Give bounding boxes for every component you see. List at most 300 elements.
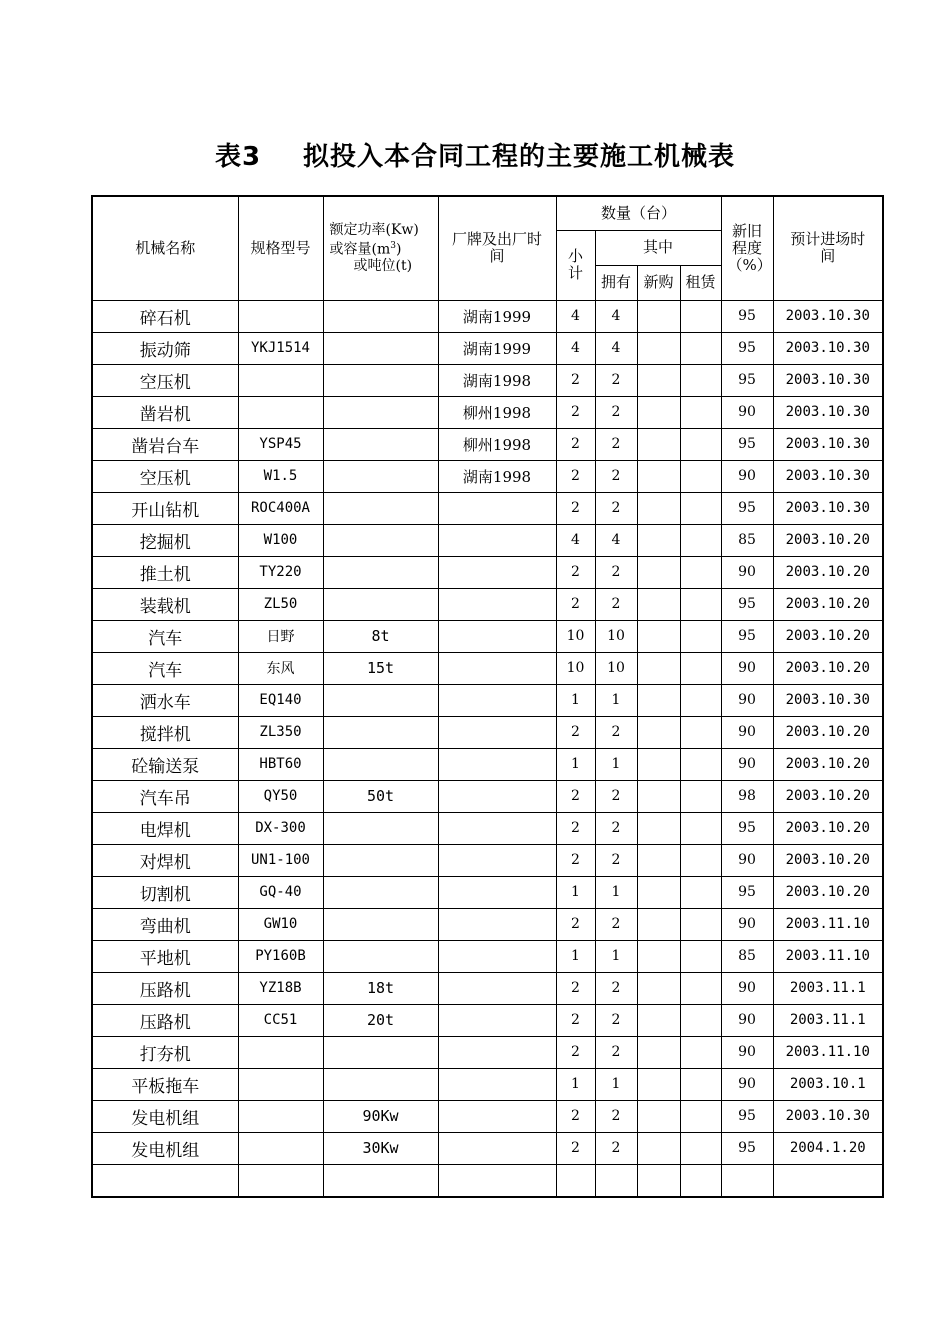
cell-new-purchase [637,332,680,364]
cell-subtotal: 1 [556,684,595,716]
cell-power [323,812,438,844]
cell-leased [680,684,721,716]
cell-machine-name: 对焊机 [92,844,238,876]
cell-owned: 1 [595,684,637,716]
cell-condition: 90 [721,396,773,428]
cell-power [323,300,438,332]
cell-leased [680,780,721,812]
cell-machine-name: 压路机 [92,972,238,1004]
cell-condition: 85 [721,940,773,972]
table-row [92,748,883,780]
cell-arrival-date: 2003.10.20 [773,588,883,620]
cell-machine-name: 电焊机 [92,812,238,844]
cell-leased [680,940,721,972]
table-row [92,1004,883,1036]
cell-arrival-date: 2003.11.1 [773,972,883,1004]
table-row [92,812,883,844]
cell-new-purchase [637,1132,680,1164]
cell-subtotal: 1 [556,748,595,780]
cell-arrival-date: 2003.10.20 [773,812,883,844]
cell-leased [680,908,721,940]
cell-owned [595,1164,637,1197]
table-title: 拟投入本合同工程的主要施工机械表 [303,142,736,172]
cell-subtotal: 1 [556,1068,595,1100]
cell-condition: 95 [721,876,773,908]
cell-machine-name: 发电机组 [92,1100,238,1132]
cell-owned: 2 [595,364,637,396]
cell-model: TY220 [238,556,323,588]
cell-condition: 90 [721,908,773,940]
machinery-table [91,195,884,1198]
cell-owned: 10 [595,620,637,652]
cell-new-purchase [637,652,680,684]
table-row [92,652,883,684]
cell-power [323,748,438,780]
cell-arrival-date: 2003.10.30 [773,364,883,396]
header-maker: 厂牌及出厂时间 [438,196,556,300]
cell-machine-name: 洒水车 [92,684,238,716]
table-row [92,428,883,460]
cell-new-purchase [637,1004,680,1036]
cell-subtotal: 2 [556,1036,595,1068]
cell-maker: 湖南1999 [438,300,556,332]
cell-maker [438,940,556,972]
table-row [92,684,883,716]
cell-condition [721,1164,773,1197]
cell-power: 50t [323,780,438,812]
header-condition: 新旧程度（%） [721,196,773,300]
cell-condition: 90 [721,1036,773,1068]
cell-maker [438,1036,556,1068]
cell-arrival-date: 2003.10.30 [773,1100,883,1132]
cell-power [323,332,438,364]
cell-model: GQ-40 [238,876,323,908]
table-row [92,1068,883,1100]
cell-owned: 1 [595,940,637,972]
cell-condition: 95 [721,620,773,652]
header-arrival-time: 预计进场时间 [773,196,883,300]
cell-machine-name: 弯曲机 [92,908,238,940]
cell-owned: 2 [595,492,637,524]
cell-leased [680,556,721,588]
table-row [92,396,883,428]
cell-leased [680,1068,721,1100]
cell-model [238,396,323,428]
cell-subtotal: 1 [556,940,595,972]
cell-arrival-date: 2004.1.20 [773,1132,883,1164]
cell-model: ZL50 [238,588,323,620]
cell-condition: 98 [721,780,773,812]
cell-arrival-date: 2003.11.10 [773,908,883,940]
cell-machine-name: 振动筛 [92,332,238,364]
cell-model: 日野 [238,620,323,652]
header-power [323,196,438,300]
cell-subtotal: 2 [556,972,595,1004]
cell-condition: 95 [721,332,773,364]
cell-condition: 95 [721,588,773,620]
table-row [92,588,883,620]
cell-new-purchase [637,300,680,332]
cell-condition: 95 [721,300,773,332]
cell-maker [438,492,556,524]
cell-condition: 90 [721,844,773,876]
cell-power: 18t [323,972,438,1004]
cell-leased [680,748,721,780]
cell-condition: 90 [721,556,773,588]
cell-arrival-date: 2003.10.30 [773,492,883,524]
header-quantity: 数量（台） [556,196,721,230]
table-row [92,556,883,588]
cell-model: EQ140 [238,684,323,716]
header-of-which: 其中 [595,230,721,265]
cell-machine-name: 平板拖车 [92,1068,238,1100]
cell-maker [438,1132,556,1164]
cell-condition: 90 [721,972,773,1004]
cell-owned: 10 [595,652,637,684]
cell-model: UN1-100 [238,844,323,876]
table-row [92,940,883,972]
cell-subtotal: 2 [556,556,595,588]
cell-model: ZL350 [238,716,323,748]
table-row [92,364,883,396]
cell-subtotal: 4 [556,524,595,556]
cell-arrival-date: 2003.10.20 [773,780,883,812]
cell-subtotal: 2 [556,1100,595,1132]
cell-machine-name: 空压机 [92,460,238,492]
cell-leased [680,876,721,908]
cell-leased [680,492,721,524]
cell-new-purchase [637,1036,680,1068]
cell-machine-name: 空压机 [92,364,238,396]
cell-owned: 2 [595,1004,637,1036]
cell-machine-name: 搅拌机 [92,716,238,748]
cell-machine-name: 平地机 [92,940,238,972]
cell-maker [438,652,556,684]
cell-condition: 95 [721,1132,773,1164]
cell-maker [438,972,556,1004]
cell-power [323,1068,438,1100]
cell-subtotal: 2 [556,844,595,876]
cell-new-purchase [637,364,680,396]
cell-arrival-date: 2003.11.10 [773,1036,883,1068]
cell-machine-name: 凿岩台车 [92,428,238,460]
cell-arrival-date: 2003.10.20 [773,748,883,780]
cell-power [323,492,438,524]
cell-maker [438,876,556,908]
cell-maker [438,716,556,748]
cell-arrival-date: 2003.10.30 [773,684,883,716]
cell-leased [680,1100,721,1132]
page-title [0,136,950,173]
header-power-line3: 或吨位(t) [353,258,413,275]
cell-power: 15t [323,652,438,684]
cell-condition: 90 [721,684,773,716]
cell-maker [438,908,556,940]
header-new-purchase: 新购 [637,265,680,300]
cell-arrival-date: 2003.10.30 [773,428,883,460]
cell-model: HBT60 [238,748,323,780]
table-row [92,492,883,524]
cell-maker: 柳州1998 [438,428,556,460]
cell-machine-name: 切割机 [92,876,238,908]
table-row [92,332,883,364]
cell-power: 20t [323,1004,438,1036]
cell-maker: 湖南1999 [438,332,556,364]
table-row [92,620,883,652]
cell-model [238,1164,323,1197]
cell-new-purchase [637,812,680,844]
cell-condition: 95 [721,428,773,460]
table-body [92,300,883,1197]
cell-subtotal: 10 [556,620,595,652]
cell-machine-name: 推土机 [92,556,238,588]
cell-condition: 95 [721,364,773,396]
cell-arrival-date: 2003.10.20 [773,652,883,684]
cell-power [323,684,438,716]
cell-model: 东风 [238,652,323,684]
cell-new-purchase [637,460,680,492]
cell-maker [438,1100,556,1132]
cell-owned: 4 [595,524,637,556]
cell-new-purchase [637,780,680,812]
cell-owned: 2 [595,780,637,812]
cell-subtotal: 2 [556,716,595,748]
cell-leased [680,1036,721,1068]
table-row [92,1164,883,1197]
cell-condition: 95 [721,1100,773,1132]
cell-owned: 4 [595,300,637,332]
cell-maker [438,748,556,780]
cell-power [323,940,438,972]
cell-model: YKJ1514 [238,332,323,364]
cell-power [323,716,438,748]
cell-subtotal: 2 [556,460,595,492]
cell-subtotal [556,1164,595,1197]
cell-subtotal: 4 [556,300,595,332]
table-row [92,524,883,556]
cell-power [323,364,438,396]
cell-arrival-date: 2003.10.30 [773,332,883,364]
header-owned: 拥有 [595,265,637,300]
cell-machine-name: 汽车 [92,620,238,652]
cell-maker [438,684,556,716]
cell-new-purchase [637,972,680,1004]
cell-new-purchase [637,1164,680,1197]
cell-machine-name: 装载机 [92,588,238,620]
cell-machine-name: 碎石机 [92,300,238,332]
cell-machine-name: 打夯机 [92,1036,238,1068]
cell-machine-name: 砼输送泵 [92,748,238,780]
cell-new-purchase [637,620,680,652]
cell-new-purchase [637,748,680,780]
cell-maker [438,620,556,652]
cell-arrival-date: 2003.10.20 [773,524,883,556]
cell-new-purchase [637,684,680,716]
cell-arrival-date: 2003.10.20 [773,620,883,652]
header-power-line1: 额定功率(Kw) [329,222,419,239]
table-row [92,780,883,812]
cell-new-purchase [637,844,680,876]
cell-owned: 1 [595,748,637,780]
cell-leased [680,1132,721,1164]
table-row [92,300,883,332]
cell-arrival-date: 2003.10.1 [773,1068,883,1100]
cell-power [323,524,438,556]
cell-power [323,428,438,460]
cell-model: W1.5 [238,460,323,492]
cell-power [323,460,438,492]
cell-subtotal: 1 [556,876,595,908]
cell-leased [680,396,721,428]
table-row [92,972,883,1004]
cell-subtotal: 2 [556,908,595,940]
cell-leased [680,1004,721,1036]
table-row [92,876,883,908]
cell-subtotal: 4 [556,332,595,364]
cell-model: W100 [238,524,323,556]
cell-arrival-date: 2003.10.20 [773,716,883,748]
cell-condition: 90 [721,652,773,684]
cell-subtotal: 2 [556,396,595,428]
cell-subtotal: 2 [556,1004,595,1036]
cell-machine-name: 凿岩机 [92,396,238,428]
cell-leased [680,716,721,748]
cell-power: 90Kw [323,1100,438,1132]
header-subtotal: 小计 [556,230,595,300]
cell-new-purchase [637,716,680,748]
cell-machine-name: 发电机组 [92,1132,238,1164]
cell-machine-name: 开山钻机 [92,492,238,524]
cell-maker [438,1164,556,1197]
cell-new-purchase [637,428,680,460]
cell-subtotal: 2 [556,364,595,396]
table-row [92,908,883,940]
cell-owned: 4 [595,332,637,364]
cell-owned: 2 [595,972,637,1004]
cell-power: 8t [323,620,438,652]
cell-arrival-date: 2003.10.20 [773,844,883,876]
table-row [92,1100,883,1132]
cell-leased [680,332,721,364]
header-leased: 租赁 [680,265,721,300]
cell-condition: 90 [721,716,773,748]
cell-model [238,1132,323,1164]
cell-model [238,364,323,396]
cell-owned: 2 [595,716,637,748]
cell-machine-name: 压路机 [92,1004,238,1036]
cell-leased [680,588,721,620]
cell-leased [680,972,721,1004]
cell-condition: 90 [721,748,773,780]
cell-power [323,588,438,620]
cell-machine-name [92,1164,238,1197]
cell-new-purchase [637,396,680,428]
cell-owned: 2 [595,1132,637,1164]
cell-leased [680,1164,721,1197]
cell-maker: 湖南1998 [438,460,556,492]
cell-power [323,844,438,876]
header-power-line2: 或容量$(m^3)$ [329,241,402,259]
cell-subtotal: 2 [556,1132,595,1164]
cell-condition: 95 [721,812,773,844]
cell-subtotal: 2 [556,588,595,620]
cell-leased [680,364,721,396]
cell-leased [680,428,721,460]
cell-owned: 2 [595,460,637,492]
cell-model: CC51 [238,1004,323,1036]
cell-subtotal: 2 [556,780,595,812]
cell-arrival-date: 2003.11.10 [773,940,883,972]
cell-maker [438,1068,556,1100]
cell-model [238,1068,323,1100]
cell-power [323,396,438,428]
cell-owned: 2 [595,1036,637,1068]
cell-maker: 柳州1998 [438,396,556,428]
cell-owned: 2 [595,588,637,620]
cell-model: YSP45 [238,428,323,460]
cell-machine-name: 挖掘机 [92,524,238,556]
cell-subtotal: 2 [556,492,595,524]
cell-power [323,876,438,908]
cell-maker [438,780,556,812]
cell-leased [680,460,721,492]
table-number: 表3 [214,142,262,172]
table-row [92,844,883,876]
cell-subtotal: 10 [556,652,595,684]
cell-arrival-date [773,1164,883,1197]
cell-new-purchase [637,940,680,972]
cell-new-purchase [637,492,680,524]
cell-model [238,1036,323,1068]
cell-new-purchase [637,876,680,908]
cell-maker [438,556,556,588]
cell-new-purchase [637,1068,680,1100]
cell-leased [680,812,721,844]
cell-owned: 2 [595,396,637,428]
cell-condition: 90 [721,460,773,492]
cell-power: 30Kw [323,1132,438,1164]
cell-owned: 1 [595,876,637,908]
cell-arrival-date: 2003.10.20 [773,876,883,908]
cell-power [323,908,438,940]
cell-maker [438,524,556,556]
cell-model: DX-300 [238,812,323,844]
cell-machine-name: 汽车 [92,652,238,684]
cell-condition: 90 [721,1004,773,1036]
cell-arrival-date: 2003.10.20 [773,556,883,588]
cell-maker [438,812,556,844]
cell-condition: 85 [721,524,773,556]
cell-leased [680,300,721,332]
cell-condition: 95 [721,492,773,524]
cell-model: QY50 [238,780,323,812]
table-row [92,1036,883,1068]
cell-new-purchase [637,588,680,620]
cell-new-purchase [637,524,680,556]
header-model: 规格型号 [238,196,323,300]
table-row [92,716,883,748]
cell-maker [438,588,556,620]
cell-leased [680,844,721,876]
cell-owned: 2 [595,428,637,460]
cell-new-purchase [637,556,680,588]
cell-model: ROC400A [238,492,323,524]
cell-arrival-date: 2003.10.30 [773,460,883,492]
cell-owned: 1 [595,1068,637,1100]
header-machine-name: 机械名称 [92,196,238,300]
table-row [92,1132,883,1164]
cell-maker [438,1004,556,1036]
